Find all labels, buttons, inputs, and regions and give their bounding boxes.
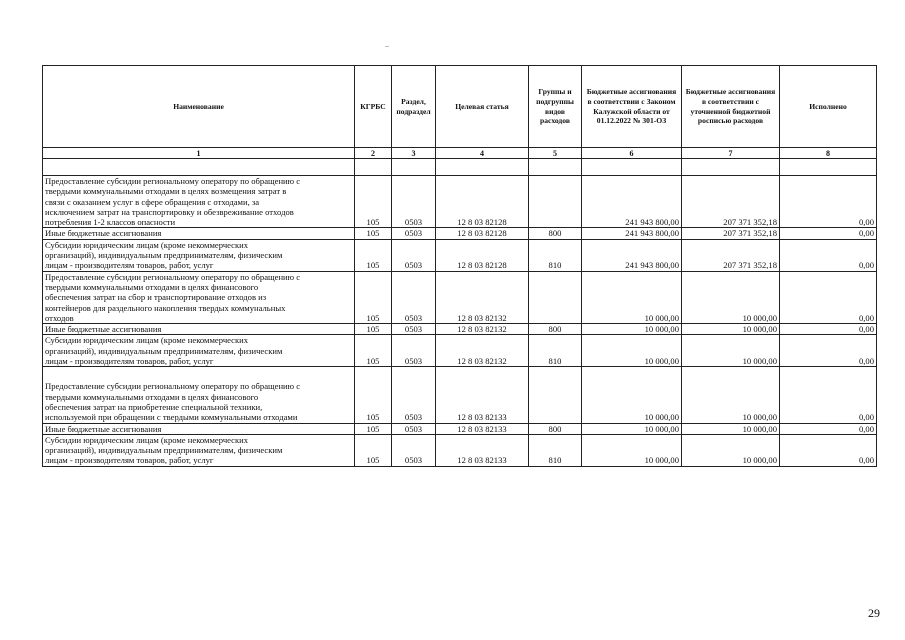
row-refined: 10 000,00 xyxy=(682,434,780,466)
col-number: 4 xyxy=(436,148,529,159)
row-section: 0503 xyxy=(392,176,436,228)
scan-mark: .. xyxy=(385,40,389,49)
row-kgrbs: 105 xyxy=(355,176,392,228)
row-name: Иные бюджетные ассигнования xyxy=(43,324,355,335)
table-row xyxy=(43,423,877,434)
row-group: 800 xyxy=(529,324,582,335)
header-kgrbs: КГРБС xyxy=(355,66,392,148)
row-section: 0503 xyxy=(392,228,436,239)
row-law: 10 000,00 xyxy=(582,434,682,466)
row-section: 0503 xyxy=(392,239,436,271)
row-group: 810 xyxy=(529,434,582,466)
row-target: 12 8 03 82128 xyxy=(436,239,529,271)
header-assign-law: Бюджетные ассигнования в соответствии с Законом Калужской области от 01.12.2022 № 301-ОЗ xyxy=(582,66,682,148)
row-kgrbs: 105 xyxy=(355,423,392,434)
row-section: 0503 xyxy=(392,434,436,466)
table-row xyxy=(43,176,877,228)
row-kgrbs: 105 xyxy=(355,271,392,323)
header-target: Целевая статья xyxy=(436,66,529,148)
header-row xyxy=(43,66,877,148)
row-name: Субсидии юридическим лицам (кроме некоммерческих организаций), индивидуальным предпринимателям, физическим лицам - производителям товаров, работ, услуг xyxy=(43,239,355,271)
row-section: 0503 xyxy=(392,335,436,367)
row-target: 12 8 03 82133 xyxy=(436,367,529,423)
row-name: Субсидии юридическим лицам (кроме некоммерческих организаций), индивидуальным предпринимателям, физическим лицам - производителям товаров, работ, услуг xyxy=(43,434,355,466)
row-group: 800 xyxy=(529,228,582,239)
col-number: 1 xyxy=(43,148,355,159)
row-refined: 207 371 352,18 xyxy=(682,228,780,239)
row-kgrbs: 105 xyxy=(355,324,392,335)
row-law: 10 000,00 xyxy=(582,324,682,335)
header-section: Раздел, подраздел xyxy=(392,66,436,148)
budget-table xyxy=(42,65,877,467)
row-refined: 10 000,00 xyxy=(682,367,780,423)
row-target: 12 8 03 82132 xyxy=(436,271,529,323)
row-exec: 0,00 xyxy=(780,367,877,423)
row-refined: 207 371 352,18 xyxy=(682,239,780,271)
row-section: 0503 xyxy=(392,423,436,434)
row-target: 12 8 03 82128 xyxy=(436,228,529,239)
row-group xyxy=(529,271,582,323)
row-law: 10 000,00 xyxy=(582,335,682,367)
row-group: 800 xyxy=(529,423,582,434)
col-number: 5 xyxy=(529,148,582,159)
table-row xyxy=(43,324,877,335)
col-number: 2 xyxy=(355,148,392,159)
table-row xyxy=(43,228,877,239)
row-law: 10 000,00 xyxy=(582,367,682,423)
row-target: 12 8 03 82132 xyxy=(436,324,529,335)
row-section: 0503 xyxy=(392,271,436,323)
row-exec: 0,00 xyxy=(780,324,877,335)
table-row xyxy=(43,239,877,271)
col-number: 7 xyxy=(682,148,780,159)
row-refined: 10 000,00 xyxy=(682,324,780,335)
row-group xyxy=(529,176,582,228)
table-row xyxy=(43,335,877,367)
row-section: 0503 xyxy=(392,367,436,423)
row-exec: 0,00 xyxy=(780,228,877,239)
row-group: 810 xyxy=(529,335,582,367)
table-row xyxy=(43,271,877,323)
row-kgrbs: 105 xyxy=(355,367,392,423)
page-number: 29 xyxy=(868,606,880,620)
header-executed: Исполнено xyxy=(780,66,877,148)
row-exec: 0,00 xyxy=(780,176,877,228)
row-target: 12 8 03 82133 xyxy=(436,423,529,434)
row-section: 0503 xyxy=(392,324,436,335)
row-exec: 0,00 xyxy=(780,434,877,466)
row-group xyxy=(529,367,582,423)
header-name: Наименование xyxy=(43,66,355,148)
row-exec: 0,00 xyxy=(780,423,877,434)
row-refined: 10 000,00 xyxy=(682,271,780,323)
row-law: 241 943 800,00 xyxy=(582,239,682,271)
row-name: Субсидии юридическим лицам (кроме некоммерческих организаций), индивидуальным предпринимателям, физическим лицам - производителям товаров, работ, услуг xyxy=(43,335,355,367)
row-exec: 0,00 xyxy=(780,271,877,323)
row-name: Иные бюджетные ассигнования xyxy=(43,228,355,239)
row-law: 241 943 800,00 xyxy=(582,176,682,228)
row-name: Предоставление субсидии региональному оператору по обращению с твердыми коммунальными отходами в целях финансового обеспечения затрат на приобретение специальной техники, используемой при обращении с твердыми коммунальными отходами xyxy=(43,367,355,423)
row-law: 10 000,00 xyxy=(582,423,682,434)
row-kgrbs: 105 xyxy=(355,335,392,367)
row-refined: 10 000,00 xyxy=(682,423,780,434)
row-exec: 0,00 xyxy=(780,335,877,367)
header-groups: Группы и подгруппы видов расходов xyxy=(529,66,582,148)
row-target: 12 8 03 82132 xyxy=(436,335,529,367)
table-row xyxy=(43,434,877,466)
row-target: 12 8 03 82128 xyxy=(436,176,529,228)
row-group: 810 xyxy=(529,239,582,271)
row-name: Предоставление субсидии региональному оператору по обращению с твердыми коммунальными отходами в целях финансового обеспечения затрат на сбор и транспортирование отходов из контейнеров для раздельного накопления твердых коммунальных отходов xyxy=(43,271,355,323)
row-name: Иные бюджетные ассигнования xyxy=(43,423,355,434)
row-kgrbs: 105 xyxy=(355,434,392,466)
row-target: 12 8 03 82133 xyxy=(436,434,529,466)
row-law: 10 000,00 xyxy=(582,271,682,323)
col-number: 8 xyxy=(780,148,877,159)
row-kgrbs: 105 xyxy=(355,228,392,239)
col-number: 3 xyxy=(392,148,436,159)
table-row xyxy=(43,367,877,423)
row-exec: 0,00 xyxy=(780,239,877,271)
row-refined: 207 371 352,18 xyxy=(682,176,780,228)
row-refined: 10 000,00 xyxy=(682,335,780,367)
header-assign-refined: Бюджетные ассигнования в соответствии с уточненной бюджетной росписью расходов xyxy=(682,66,780,148)
spacer-row xyxy=(43,159,877,176)
row-law: 241 943 800,00 xyxy=(582,228,682,239)
row-kgrbs: 105 xyxy=(355,239,392,271)
col-number: 6 xyxy=(582,148,682,159)
column-number-row xyxy=(43,148,877,159)
row-name: Предоставление субсидии региональному оператору по обращению с твердыми коммунальными отходами в целях возмещения затрат в связи с оказанием услуг в сфере обращения с отходами, за исключением затрат на транспортировку и обезвреживание отходов потребления 1-2 классов опасности xyxy=(43,176,355,228)
